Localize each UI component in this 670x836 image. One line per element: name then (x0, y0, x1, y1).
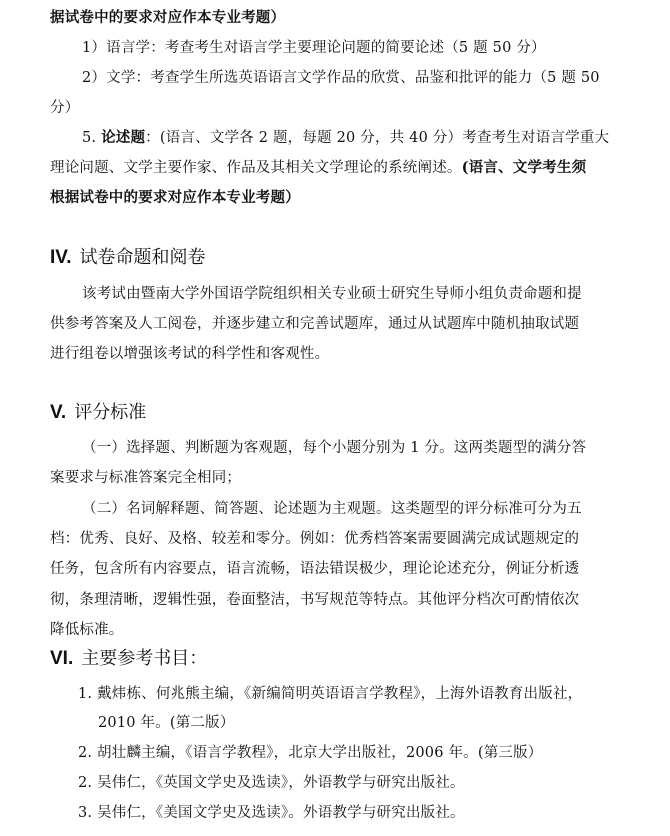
paragraph-line: 降低标准。 (50, 622, 124, 638)
item5-text: 理论问题、文学主要作家、作品及其相关文学理论的系统阐述。 (50, 160, 462, 176)
list-item: 2）文学：考查学生所选英语语言文学作品的欣赏、品鉴和批评的能力（5 题 50 (82, 70, 600, 86)
reference-item: 2. 胡壮麟主编，《语言学教程》，北京大学出版社，2006 年。(第三版） (78, 745, 543, 761)
section-number: IV. (50, 247, 72, 268)
paragraph-line: 供参考答案及人工阅卷，并逐步建立和完善试题库，通过从试题库中随机抽取试题 (50, 316, 580, 332)
section-number: VI. (50, 648, 74, 669)
reference-item-continuation: 2010 年。(第二版） (98, 715, 235, 731)
list-item: 1）语言学：考查考生对语言学主要理论问题的简要论述（5 题 50 分） (82, 40, 546, 56)
item5-note: (语言、文学考生须 (461, 159, 587, 176)
item5-text: ：(语言、文学各 2 题，每题 20 分，共 40 分）考查考生对语言学重大 (145, 130, 610, 146)
item5-num: 5. (82, 130, 97, 146)
section-title: 试卷命题和阅卷 (79, 247, 206, 268)
paragraph-line: （一）选择题、判断题为客观题，每个小题分别为 1 分。这两类题型的满分答 (82, 440, 587, 456)
section-title: 主要参考书目： (81, 648, 208, 669)
section-heading-vi (50, 647, 207, 671)
paragraph-line: 案要求与标准答案完全相同； (50, 470, 242, 486)
list-item-continuation: 分） (50, 100, 80, 116)
section-number: V. (50, 402, 67, 423)
paragraph-line: 彻，条理清晰，逻辑性强，卷面整洁，书写规范等特点。其他评分档次可酌情依次 (50, 592, 580, 608)
section-heading-iv (50, 246, 206, 270)
item5-line-3: 根据试卷中的要求对应作本专业考题） (50, 189, 300, 206)
section-title: 评分标准 (74, 402, 147, 423)
reference-item: 3. 吴伟仁，《美国文学史及选读》。外语教学与研究出版社。 (78, 805, 465, 821)
item5-label: 论述题 (101, 129, 146, 146)
section-heading-v (50, 401, 146, 425)
paragraph-line: （二）名词解释题、简答题、论述题为主观题。这类题型的评分标准可分为五 (82, 501, 582, 517)
paragraph-line: 档：优秀、良好、及格、较差和零分。例如：优秀档答案需要圆满完成试题规定的 (50, 531, 580, 547)
paragraph-line: 任务，包含所有内容要点，语言流畅，语法错误极少，理论论述充分，例证分析透 (50, 561, 580, 577)
item5-line-2 (50, 158, 586, 178)
item5-line-1 (82, 128, 609, 148)
reference-item: 1. 戴炜栋、何兆熊主编，《新编简明英语语言学教程》，上海外语教育出版社， (78, 686, 583, 702)
reference-item: 2. 吴伟仁，《英国文学史及选读》，外语教学与研究出版社。 (78, 775, 465, 791)
paragraph-line: 该考试由暨南大学外国语学院组织相关专业硕士研究生导师小组负责命题和提 (82, 286, 582, 302)
continuation-line: 据试卷中的要求对应作本专业考题） (50, 9, 286, 26)
paragraph-line: 进行组卷以增强该考试的科学性和客观性。 (50, 346, 330, 362)
